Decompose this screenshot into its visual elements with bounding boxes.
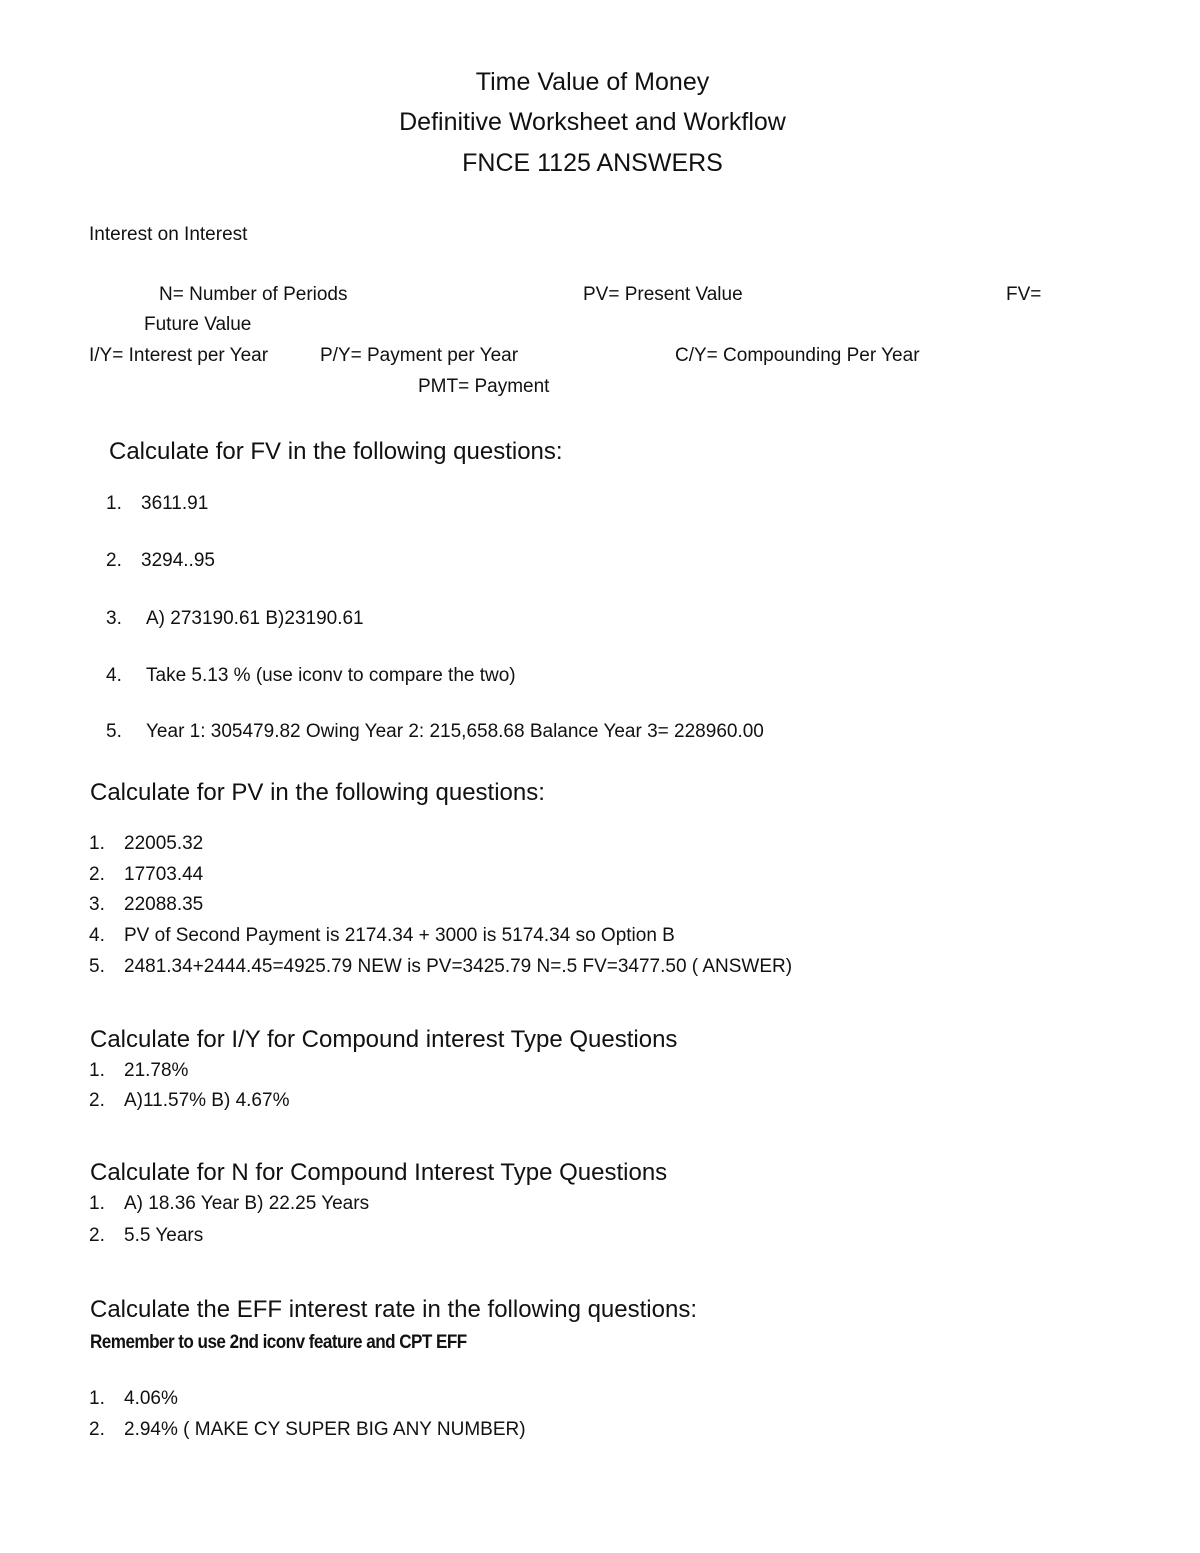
list-item xyxy=(89,1090,289,1112)
def-pmt: PMT= Payment xyxy=(418,376,550,397)
list-item xyxy=(106,665,516,687)
list-number: 1. xyxy=(89,833,105,854)
list-text: 4.06% xyxy=(124,1388,178,1409)
list-number: 1. xyxy=(106,493,122,514)
def-pv: PV= Present Value xyxy=(583,284,743,305)
list-number: 4. xyxy=(106,665,122,686)
list-item xyxy=(89,1060,188,1082)
list-text: 21.78% xyxy=(124,1060,189,1081)
list-number: 2. xyxy=(89,864,105,885)
iy-heading: Calculate for I/Y for Compound interest Type Questions xyxy=(90,1026,678,1053)
def-n: N= Number of Periods xyxy=(159,284,348,305)
eff-note: Remember to use 2nd iconv feature and CPT EFF xyxy=(90,1332,467,1353)
list-item xyxy=(89,864,203,886)
fv-heading: Calculate for FV in the following questions: xyxy=(109,438,563,465)
list-number: 2. xyxy=(89,1225,105,1246)
list-number: 2. xyxy=(89,1419,105,1440)
list-number: 1. xyxy=(89,1060,105,1081)
list-item xyxy=(89,956,792,978)
def-fv-text: Future Value xyxy=(144,314,252,335)
n-heading: Calculate for N for Compound Interest Type Questions xyxy=(90,1159,668,1186)
list-text: 22088.35 xyxy=(124,894,204,915)
list-number: 5. xyxy=(89,956,105,977)
def-cy: C/Y= Compounding Per Year xyxy=(675,345,920,366)
list-item xyxy=(89,1225,203,1247)
list-text: 3611.91 xyxy=(141,493,209,514)
doc-subtitle: Definitive Worksheet and Workflow xyxy=(399,108,786,136)
list-text: 2.94% ( MAKE CY SUPER BIG ANY NUMBER) xyxy=(124,1419,526,1440)
list-item xyxy=(106,550,215,572)
list-number: 1. xyxy=(89,1193,105,1214)
def-iy: I/Y= Interest per Year xyxy=(89,345,269,366)
doc-title: Time Value of Money xyxy=(475,68,710,96)
list-number: 2. xyxy=(89,1090,105,1111)
list-text: A) 18.36 Year B) 22.25 Years xyxy=(124,1193,370,1214)
list-text: 2481.34+2444.45=4925.79 NEW is PV=3425.79 N=.5 FV=3477.50 ( ANSWER) xyxy=(124,956,793,977)
list-text: A)11.57% B) 4.67% xyxy=(124,1090,290,1111)
def-py: P/Y= Payment per Year xyxy=(320,345,519,366)
section-subtitle-interest: Interest on Interest xyxy=(89,224,248,245)
list-text: A) 273190.61 B)23190.61 xyxy=(146,608,364,629)
list-item xyxy=(89,925,675,947)
list-item xyxy=(89,1193,369,1215)
list-item xyxy=(106,493,208,515)
def-fv-label: FV= xyxy=(1006,284,1042,305)
list-text: Year 1: 305479.82 Owing Year 2: 215,658.68 Balance Year 3= 228960.00 xyxy=(146,721,764,742)
list-item xyxy=(89,1388,178,1410)
list-text: 3294..95 xyxy=(141,550,215,571)
list-item xyxy=(106,721,764,743)
list-item xyxy=(89,894,203,916)
list-item xyxy=(89,833,203,855)
list-text: 17703.44 xyxy=(124,864,204,885)
pv-heading: Calculate for PV in the following questions: xyxy=(90,779,545,806)
list-text: PV of Second Payment is 2174.34 + 3000 is 5174.34 so Option B xyxy=(124,925,675,946)
list-text: 22005.32 xyxy=(124,833,204,854)
list-number: 3. xyxy=(106,608,122,629)
list-number: 4. xyxy=(89,925,105,946)
doc-course-label: FNCE 1125 ANSWERS xyxy=(462,149,723,177)
list-text: 5.5 Years xyxy=(124,1225,204,1246)
list-number: 2. xyxy=(106,550,122,571)
list-item xyxy=(89,1419,526,1441)
list-number: 3. xyxy=(89,894,105,915)
list-text: Take 5.13 % (use iconv to compare the two) xyxy=(146,665,516,686)
eff-heading: Calculate the EFF interest rate in the following questions: xyxy=(90,1296,697,1323)
list-number: 5. xyxy=(106,721,122,742)
list-item xyxy=(106,608,364,630)
list-number: 1. xyxy=(89,1388,105,1409)
